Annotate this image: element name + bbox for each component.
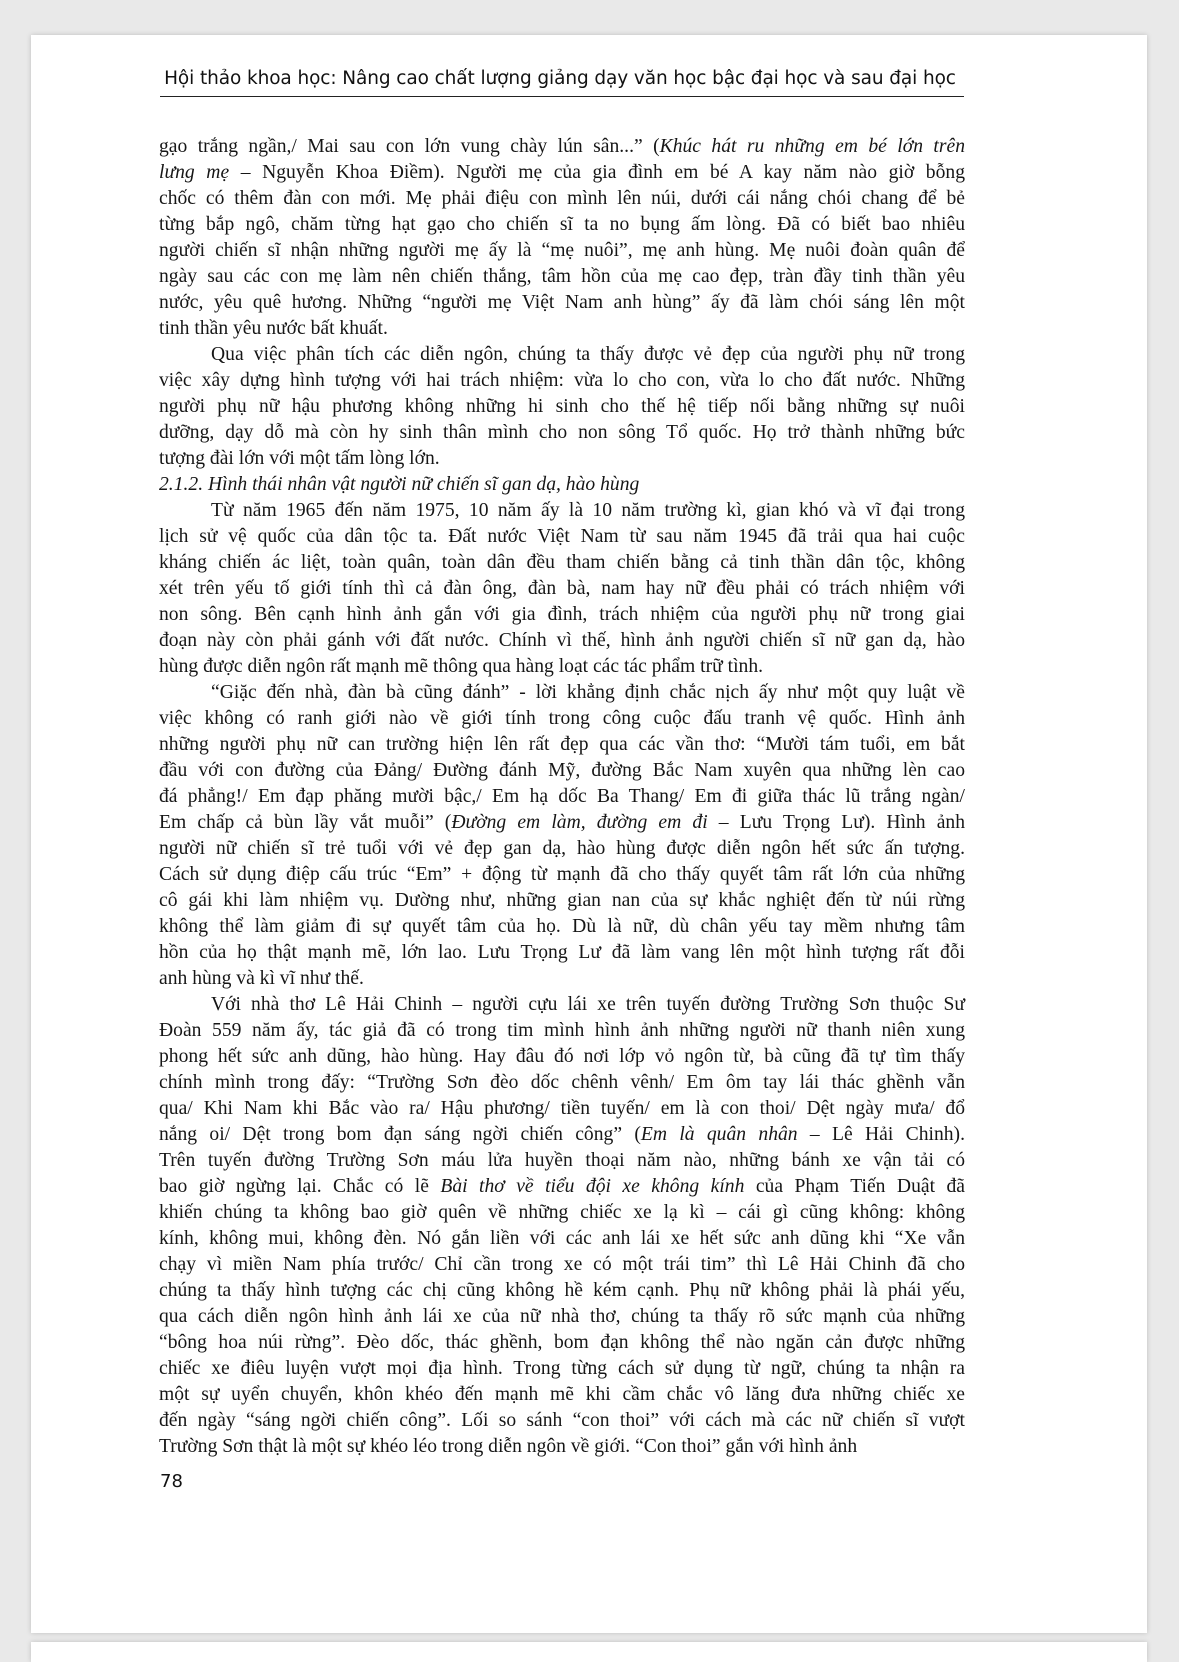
text-run: – Lưu Trọng Lư). Hình ảnh (707, 812, 966, 833)
text-run: chạy vì miền Nam phía trước/ Chỉ cần trong xe có một trái tim” thì Lê Hải Chinh đã cho (159, 1254, 965, 1275)
text-run: bao giờ ngừng lại. Chắc có lẽ (159, 1176, 441, 1197)
text-line (159, 1122, 965, 1148)
text-run: người phụ nữ hậu phương không những hi sinh cho thế hệ tiếp nối bằng những sự nuôi (159, 396, 965, 417)
text-run: người chiến sĩ nhận những người mẹ ấy là “mẹ nuôi”, mẹ anh hùng. Mẹ nuôi đoàn quân để (159, 240, 965, 261)
text-run: việc không có ranh giới nào về giới tính trong công cuộc đấu tranh vệ quốc. Hình ảnh (159, 708, 965, 729)
text-line (159, 1018, 965, 1044)
text-run: qua/ Khi Nam khi Bắc vào ra/ Hậu phương/ tiền tuyến/ em là con thoi/ Dệt ngày mưa/ đổ (159, 1098, 965, 1119)
text-run: phong hết sức anh dũng, hào hùng. Hay đâu đó nơi lớp vỏ ngôn từ, bà cũng đã tự tìm thấy (159, 1046, 965, 1067)
italic-title: lưng mẹ (159, 162, 230, 183)
text-run: nước, yêu quê hương. Những “người mẹ Việt Nam anh hùng” ấy đã làm chói sáng lên một (159, 292, 965, 313)
text-line (159, 1278, 965, 1304)
text-line (159, 1200, 965, 1226)
text-run: hùng được diễn ngôn rất mạnh mẽ thông qua hàng loạt các tác phẩm trữ tình. (159, 656, 764, 677)
paragraph (159, 342, 965, 472)
text-line (159, 472, 965, 498)
text-line (159, 992, 965, 1018)
text-line (159, 836, 965, 862)
text-run: Em chấp cả bùn lầy vắt muỗi” ( (159, 812, 452, 833)
text-run: kính, không mui, không đèn. Nó gắn liền với các anh lái xe hết sức anh dũng khi “Xe vẫn (159, 1228, 965, 1249)
text-line (159, 420, 965, 446)
text-line (159, 966, 965, 992)
text-run: Từ năm 1965 đến năm 1975, 10 năm ấy là 10 năm trường kì, gian khó và vĩ đại trong (211, 500, 965, 521)
text-run: hồn của họ thật mạnh mẽ, lớn lao. Lưu Trọng Lư đã làm vang lên một hình tượng rất đỗi (159, 942, 965, 963)
text-run: đá phẳng!/ Em đạp phăng mười bậc,/ Em hạ dốc Ba Thang/ Em đi giữa thác lũ trắng ngàn/ (159, 786, 965, 807)
text-line (159, 160, 965, 186)
body-text (159, 134, 965, 1460)
text-run: nắng oi/ Dệt trong bom đạn sáng ngời chiến công” ( (159, 1124, 641, 1145)
text-run: ngày sau các con mẹ làm nên chiến thắng, tâm hồn của mẹ cao đẹp, tràn đầy tinh thần yêu (159, 266, 965, 287)
text-run: Qua việc phân tích các diễn ngôn, chúng ta thấy được vẻ đẹp của người phụ nữ trong (211, 344, 965, 365)
text-line (159, 446, 965, 472)
text-run: “Giặc đến nhà, đàn bà cũng đánh” - lời khẳng định chắc nịch ấy như một quy luật về (211, 682, 965, 703)
text-run: người nữ chiến sĩ trẻ tuổi với vẻ đẹp gan dạ, hào hùng được diễn ngôn hết sức ấn tượng. (159, 838, 965, 859)
text-line (159, 342, 965, 368)
text-run: Trường Sơn thật là một sự khéo léo trong diễn ngôn về giới. “Con thoi” gắn với hình ảnh (159, 1436, 858, 1457)
running-header: Hội thảo khoa học: Nâng cao chất lượng giảng dạy văn học bậc đại học và sau đại học (164, 68, 956, 89)
text-line (159, 1382, 965, 1408)
italic-title: Em là quân nhân (640, 1124, 798, 1145)
header-rule (160, 96, 964, 97)
paragraph (159, 680, 965, 992)
text-run: “bông hoa núi rừng”. Đèo dốc, thác ghềnh, bom đạn không thể nào ngăn cản được những (159, 1332, 965, 1353)
text-line (159, 316, 965, 342)
text-line (159, 680, 965, 706)
text-run: chiếc xe điêu luyện vượt mọi địa hình. Trong từng cách sử dụng từ ngữ, chúng ta nhận ra (159, 1358, 965, 1379)
text-line (159, 1330, 965, 1356)
text-line (159, 368, 965, 394)
text-run: Với nhà thơ Lê Hải Chinh – người cựu lái xe trên tuyến đường Trường Sơn thuộc Sư (211, 994, 965, 1015)
text-line (159, 1096, 965, 1122)
page-number: 78 (160, 1471, 183, 1492)
text-line (159, 212, 965, 238)
text-run: gạo trắng ngần,/ Mai sau con lớn vung chày lún sân...” ( (159, 136, 660, 157)
paragraph (159, 498, 965, 680)
text-line (159, 524, 965, 550)
paragraph (159, 134, 965, 342)
text-line (159, 628, 965, 654)
text-run: – Nguyễn Khoa Điềm). Người mẹ của gia đình em bé A kay năm nào giờ bỗng (229, 162, 965, 183)
text-run: tinh thần yêu nước bất khuất. (159, 318, 388, 339)
text-run: cô gái khi làm nhiệm vụ. Dường như, những gian nan của sự khắc nghiệt đến từ núi rừng (159, 890, 965, 911)
text-run: chính mình trong đấy: “Trường Sơn đèo dốc chênh vênh/ Em ôm tay lái thác ghềnh vẫn (159, 1072, 965, 1093)
text-run: kháng chiến ác liệt, toàn quân, toàn dân đều tham chiến bằng cả tinh thần dân tộc, không (159, 552, 965, 573)
text-line (159, 706, 965, 732)
text-line (159, 810, 965, 836)
italic-title: Bài thơ về tiểu đội xe không kính (440, 1176, 745, 1197)
text-line (159, 238, 965, 264)
text-line (159, 186, 965, 212)
paragraph (159, 992, 965, 1460)
italic-title: Khúc hát ru những em bé lớn trên (659, 136, 965, 157)
text-run: chúng ta thấy hình tượng các chị cũng không hề kém cạnh. Phụ nữ không phải là phái yếu, (159, 1280, 965, 1301)
text-line (159, 1174, 965, 1200)
text-line (159, 1356, 965, 1382)
text-run: chốc có thêm đàn con mới. Mẹ phải điệu con mình lên núi, dưới cái nắng chói chang để bẻ (159, 188, 965, 209)
text-run: những người phụ nữ can trường hiện lên rất đẹp qua các vần thơ: “Mười tám tuổi, em bắt (159, 734, 965, 755)
text-run: không thể làm giảm đi sự quyết tâm của họ. Dù là nữ, dù chân yếu tay mềm nhưng tâm (159, 916, 965, 937)
text-line (159, 134, 965, 160)
text-line (159, 550, 965, 576)
text-line (159, 940, 965, 966)
text-line (159, 784, 965, 810)
text-run: tượng đài lớn với một tấm lòng lớn. (159, 448, 440, 469)
text-run: của Phạm Tiến Duật đã (744, 1176, 965, 1197)
text-run: Cách sử dụng điệp cấu trúc “Em” + động từ mạnh đã cho thấy quyết tâm rất lớn của những (159, 864, 965, 885)
text-line (159, 654, 965, 680)
next-page-edge (31, 1642, 1147, 1662)
text-run: non sông. Bên cạnh hình ảnh gắn với gia đình, trách nhiệm của người phụ nữ trong giai (159, 604, 965, 625)
text-line (159, 498, 965, 524)
text-run: đầu với con đường của Đảng/ Đường đánh Mỹ, đường Bắc Nam xuyên qua những lèn cao (159, 760, 965, 781)
text-run: Đoàn 559 năm ấy, tác giả đã có trong tim mình hình ảnh những người nữ thanh niên xung (159, 1020, 965, 1041)
text-line (159, 1148, 965, 1174)
text-line (159, 758, 965, 784)
text-line (159, 1070, 965, 1096)
text-line (159, 914, 965, 940)
text-line (159, 290, 965, 316)
text-run: dưỡng, dạy dỗ mà còn hy sinh thân mình cho non sông Tổ quốc. Họ trở thành những bức (159, 422, 965, 443)
text-run: một sự uyển chuyển, khôn khéo đến mạnh mẽ khi cầm chắc vô lăng đưa những chiếc xe (159, 1384, 965, 1405)
text-line (159, 1252, 965, 1278)
text-run: việc xây dựng hình tượng với hai trách nhiệm: vừa lo cho con, vừa lo cho đất nước. Những (159, 370, 965, 391)
text-run: xét trên yếu tố giới tính thì cả đàn ông, đàn bà, nam hay nữ đều phải có trách nhiệm với (159, 578, 965, 599)
text-line (159, 394, 965, 420)
italic-title: Đường em làm, đường em đi (451, 812, 708, 833)
text-line (159, 888, 965, 914)
text-run: lịch sử vệ quốc của dân tộc ta. Đất nước Việt Nam từ sau năm 1945 đã trải qua hai cuộc (159, 526, 965, 547)
text-run: đoạn này còn phải gánh với đất nước. Chính vì thế, hình ảnh người chiến sĩ nữ gan dạ, hào (159, 630, 965, 651)
text-line (159, 264, 965, 290)
text-line (159, 862, 965, 888)
text-line (159, 1226, 965, 1252)
text-line (159, 602, 965, 628)
text-line (159, 576, 965, 602)
text-run: qua cách diễn ngôn hình ảnh lái xe của nữ nhà thơ, chúng ta thấy rõ sức mạnh của những (159, 1306, 965, 1327)
text-line (159, 1434, 965, 1460)
text-line (159, 732, 965, 758)
text-line (159, 1304, 965, 1330)
section-heading (159, 472, 965, 498)
text-run: Trên tuyến đường Trường Sơn máu lửa huyền thoại năm nào, những bánh xe vận tải có (159, 1150, 965, 1171)
text-run: – Lê Hải Chinh). (797, 1124, 965, 1145)
text-line (159, 1044, 965, 1070)
text-run: anh hùng và kì vĩ như thế. (159, 968, 364, 989)
text-run: từng bắp ngô, chăm từng hạt gạo cho chiến sĩ ta no bụng ấm lòng. Đã có biết bao nhiêu (159, 214, 965, 235)
text-run: đến ngày “sáng ngời chiến công”. Lối so sánh “con thoi” với cách mà các nữ chiến sĩ vượt (159, 1410, 965, 1431)
text-line (159, 1408, 965, 1434)
italic-title: 2.1.2. Hình thái nhân vật người nữ chiến sĩ gan dạ, hào hùng (159, 474, 640, 495)
text-run: khiến chúng ta không bao giờ quên về những chiếc xe lạ kì – cái gì cũng không: không (159, 1202, 965, 1223)
